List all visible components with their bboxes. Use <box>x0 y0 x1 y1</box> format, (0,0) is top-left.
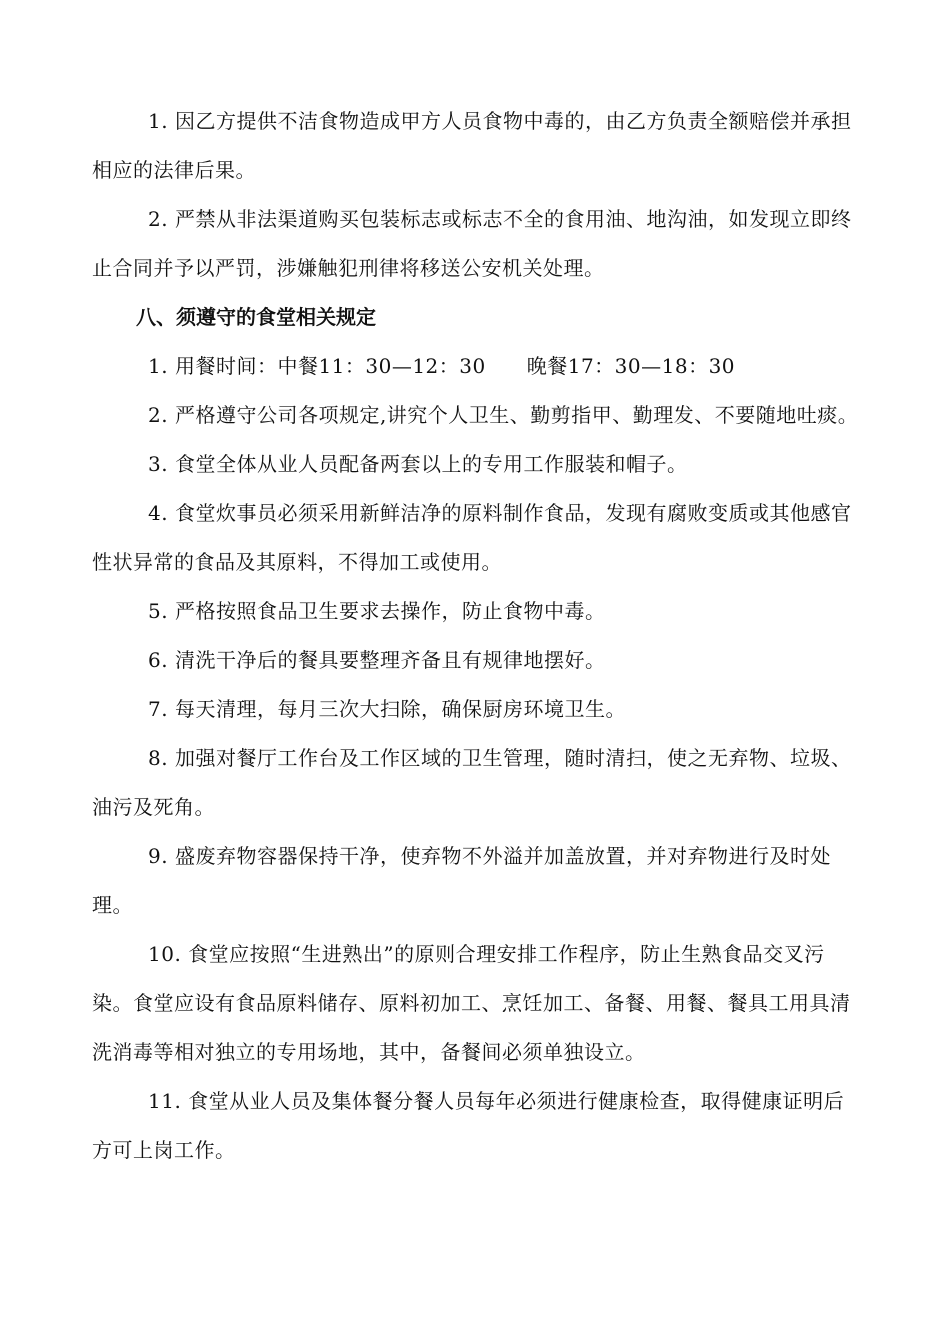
rule-item: 11. 食堂从业人员及集体餐分餐人员每年必须进行健康检查，取得健康证明后方可上岗工作。 <box>92 1089 845 1162</box>
rule-item: 5. 严格按照食品卫生要求去操作，防止食物中毒。 <box>148 599 606 623</box>
rule-item: 10. 食堂应按照“生进熟出”的原则合理安排工作程序，防止生熟食品交叉污染。食堂应设有食品原料储存、原料初加工、烹饪加工、备餐、用餐、餐具工用具清洗消毒等相对独立的专用场地，其中，备餐间必须单独设立。 <box>92 942 851 1064</box>
rule-item: 8. 加强对餐厅工作台及工作区域的卫生管理，随时清扫，使之无弃物、垃圾、油污及死角。 <box>92 746 852 819</box>
document-page <box>92 97 862 1175</box>
rule-item: 4. 食堂炊事员必须采用新鲜洁净的原料制作食品，发现有腐败变质或其他感官性状异常的食品及其原料，不得加工或使用。 <box>92 501 852 574</box>
clause-paragraph: 1. 因乙方提供不洁食物造成甲方人员食物中毒的，由乙方负责全额赔偿并承担相应的法律后果。 <box>92 109 852 182</box>
rule-item: 2. 严格遵守公司各项规定,讲究个人卫生、勤剪指甲、勤理发、不要随地吐痰。 <box>148 403 859 427</box>
rule-item: 3. 食堂全体从业人员配备两套以上的专用工作服装和帽子。 <box>148 452 688 476</box>
rule-item: 7. 每天清理，每月三次大扫除，确保厨房环境卫生。 <box>148 697 626 721</box>
clause-paragraph: 2. 严禁从非法渠道购买包装标志或标志不全的食用油、地沟油，如发现立即终止合同并予以严罚，涉嫌触犯刑律将移送公安机关处理。 <box>92 207 852 280</box>
section-heading: 八、须遵守的食堂相关规定 <box>136 305 376 329</box>
rule-item: 1. 用餐时间：中餐11：30—12：30 晚餐17：30—18：30 <box>148 354 736 378</box>
rule-item: 9. 盛废弃物容器保持干净，使弃物不外溢并加盖放置，并对弃物进行及时处理。 <box>92 844 831 917</box>
rule-item: 6. 清洗干净后的餐具要整理齐备且有规律地摆好。 <box>148 648 606 672</box>
